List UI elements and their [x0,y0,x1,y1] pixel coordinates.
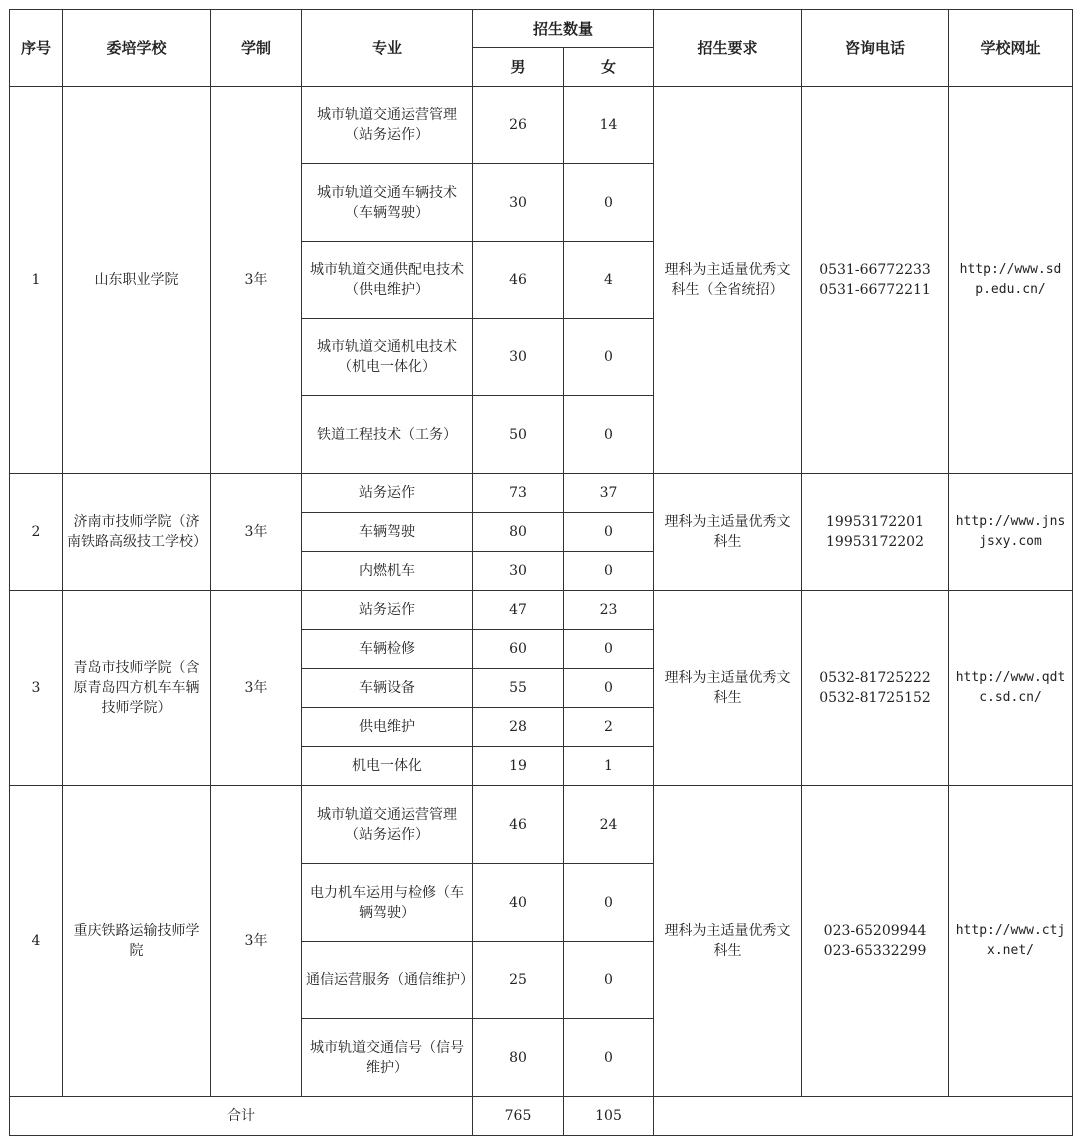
phone-number: 0532-81725152 [819,690,931,706]
school-seq: 1 [10,87,63,474]
phone-number: 0531-66772211 [819,282,931,298]
male-count: 30 [473,552,564,591]
major-name: 城市轨道交通运营管理（站务运作） [302,786,473,864]
major-name: 通信运营服务（通信维护） [302,942,473,1019]
school-phones [802,786,949,1097]
female-count: 2 [564,708,654,747]
male-count: 46 [473,786,564,864]
female-count: 0 [564,942,654,1019]
male-count: 80 [473,513,564,552]
female-count: 4 [564,242,654,319]
school-phones [802,87,949,474]
female-count: 0 [564,552,654,591]
major-name: 内燃机车 [302,552,473,591]
header-seq: 序号 [10,10,63,87]
major-name: 车辆设备 [302,669,473,708]
major-name: 城市轨道交通信号（信号维护） [302,1019,473,1097]
major-name: 站务运作 [302,591,473,630]
male-count: 73 [473,474,564,513]
male-count: 26 [473,87,564,164]
major-name: 车辆驾驶 [302,513,473,552]
male-count: 80 [473,1019,564,1097]
major-name: 城市轨道交通机电技术（机电一体化） [302,319,473,396]
table-row [10,87,1073,164]
school-phones [802,474,949,591]
header-male: 男 [473,48,564,87]
school-seq: 3 [10,591,63,786]
school-duration: 3年 [211,474,302,591]
school-name: 青岛市技师学院（含原青岛四方机车车辆技师学院） [63,591,211,786]
male-count: 55 [473,669,564,708]
major-name: 电力机车运用与检修（车辆驾驶） [302,864,473,942]
header-quota: 招生数量 [473,10,654,48]
total-label: 合计 [10,1097,473,1136]
female-count: 14 [564,87,654,164]
table-row [10,786,1073,864]
school-requirement: 理科为主适量优秀文科生 [654,474,802,591]
table-row [10,474,1073,513]
major-name: 铁道工程技术（工务） [302,396,473,474]
school-website[interactable]: http://www.jnsjsxy.com [949,474,1073,591]
male-count: 50 [473,396,564,474]
header-major: 专业 [302,10,473,87]
school-requirement: 理科为主适量优秀文科生 [654,786,802,1097]
phone-number: 023-65332299 [823,943,927,959]
male-count: 25 [473,942,564,1019]
female-count: 37 [564,474,654,513]
header-website: 学校网址 [949,10,1073,87]
school-name: 山东职业学院 [63,87,211,474]
female-count: 0 [564,319,654,396]
header-female: 女 [564,48,654,87]
female-count: 0 [564,164,654,242]
total-row [10,1097,1073,1136]
school-website[interactable]: http://www.qdtc.sd.cn/ [949,591,1073,786]
total-male: 765 [473,1097,564,1136]
male-count: 30 [473,319,564,396]
school-requirement: 理科为主适量优秀文科生 [654,591,802,786]
header-phone: 咨询电话 [802,10,949,87]
phone-number: 19953172202 [826,534,924,550]
female-count: 1 [564,747,654,786]
header-school: 委培学校 [63,10,211,87]
major-name: 城市轨道交通运营管理（站务运作） [302,87,473,164]
female-count: 0 [564,396,654,474]
school-name: 济南市技师学院（济南铁路高级技工学校） [63,474,211,591]
enrollment-table [9,9,1073,1136]
male-count: 30 [473,164,564,242]
phone-number: 023-65209944 [823,923,927,939]
header-requirement: 招生要求 [654,10,802,87]
male-count: 19 [473,747,564,786]
major-name: 机电一体化 [302,747,473,786]
phone-number: 19953172201 [826,514,924,530]
female-count: 0 [564,1019,654,1097]
major-name: 供电维护 [302,708,473,747]
table-row [10,591,1073,630]
school-seq: 2 [10,474,63,591]
school-seq: 4 [10,786,63,1097]
school-website[interactable]: http://www.ctjx.net/ [949,786,1073,1097]
phone-number: 0532-81725222 [819,670,931,686]
school-duration: 3年 [211,591,302,786]
total-empty [654,1097,1073,1136]
school-phones [802,591,949,786]
school-requirement: 理科为主适量优秀文科生（全省统招） [654,87,802,474]
major-name: 城市轨道交通供配电技术（供电维护） [302,242,473,319]
major-name: 车辆检修 [302,630,473,669]
female-count: 0 [564,864,654,942]
female-count: 24 [564,786,654,864]
male-count: 46 [473,242,564,319]
female-count: 0 [564,630,654,669]
total-female: 105 [564,1097,654,1136]
male-count: 47 [473,591,564,630]
male-count: 40 [473,864,564,942]
school-website[interactable]: http://www.sdp.edu.cn/ [949,87,1073,474]
major-name: 城市轨道交通车辆技术（车辆驾驶） [302,164,473,242]
female-count: 0 [564,513,654,552]
school-name: 重庆铁路运输技师学院 [63,786,211,1097]
school-duration: 3年 [211,87,302,474]
school-duration: 3年 [211,786,302,1097]
male-count: 60 [473,630,564,669]
female-count: 23 [564,591,654,630]
phone-number: 0531-66772233 [819,262,931,278]
female-count: 0 [564,669,654,708]
male-count: 28 [473,708,564,747]
major-name: 站务运作 [302,474,473,513]
header-duration: 学制 [211,10,302,87]
